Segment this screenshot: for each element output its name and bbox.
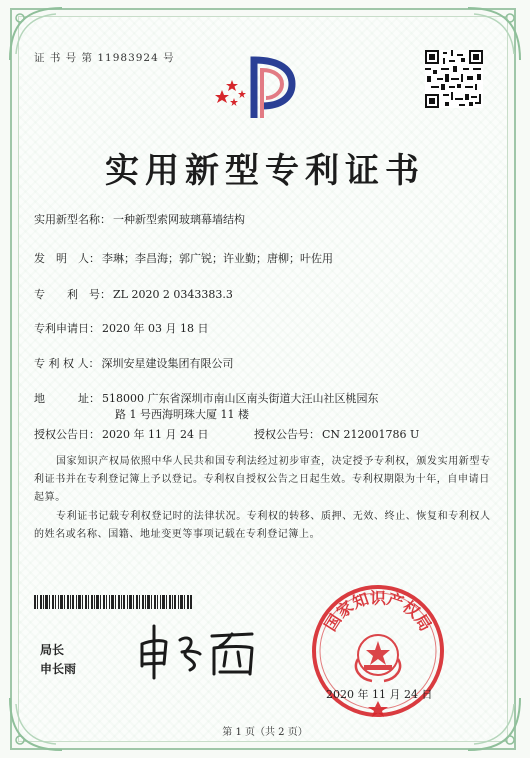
legal-paragraph-1: 国家知识产权局依照中华人民共和国专利法经过初步审查，决定授予专利权，颁发实用新型专利证书并在专利登记簿上予以登记。专利权自授权公告之日起生效。专利权期限为十年，自申请日起算。 (34, 456, 491, 503)
filing-date-row (34, 320, 208, 336)
patentee-row (34, 355, 234, 371)
patent-number-label: 专 利 号： (34, 288, 111, 301)
signatory-name: 申长雨 (40, 662, 77, 676)
legal-paragraph-2: 专利证书记载专利权登记时的法律状况。专利权的转移、质押、无效、终止、恢复和专利权人的姓名或名称、国籍、地址变更等事项记载在专利登记簿上。 (34, 511, 491, 540)
certificate-title: 实用新型专利证书 (105, 151, 425, 191)
filing-date-label: 专利申请日： (34, 322, 100, 335)
handwritten-signature (128, 618, 268, 682)
utility-model-name-label: 实用新型名称： (34, 213, 111, 226)
patentee-label: 专 利 权 人： (34, 357, 100, 370)
inventors-row (34, 250, 333, 266)
grant-number-row (254, 426, 419, 442)
page-indicator: 第 1 页（共 2 页） (222, 727, 308, 738)
barcode-icon (34, 594, 192, 608)
inventors-label: 发 明 人： (34, 252, 100, 265)
patent-number-row (34, 286, 233, 302)
certificate-number: 证 书 号 第 11983924 号 (34, 52, 175, 64)
signatory-role: 局长 (40, 643, 65, 657)
inventors-value: 李琳；李昌海；郭广锐；许业勤；唐柳；叶佐用 (102, 252, 333, 265)
utility-model-name-value: 一种新型索网玻璃幕墙结构 (113, 213, 245, 226)
grant-number-value: CN 212001786 U (322, 428, 420, 441)
grant-date-value: 2020 年 11 月 24 日 (102, 428, 209, 441)
grant-date-row (34, 426, 208, 442)
address-label: 地 址： (34, 392, 100, 405)
cnipa-emblem-icon (210, 52, 300, 122)
utility-model-name-row (34, 211, 245, 227)
address-value-line2: 路 1 号西海明珠大厦 11 楼 (115, 408, 249, 421)
address-value-line1: 518000 广东省深圳市南山区南头街道大汪山社区桃园东 (102, 392, 379, 405)
seal-date: 2020 年 11 月 24 日 (326, 688, 433, 701)
address-row (34, 390, 379, 406)
qr-code-icon (425, 50, 483, 108)
grant-number-label: 授权公告号： (254, 428, 320, 441)
address-row-2 (113, 406, 249, 422)
filing-date-value: 2020 年 03 月 18 日 (102, 322, 209, 335)
svg-text:国家知识产权局 (321, 588, 436, 634)
seal-text: 国家知识产权局 (320, 588, 436, 635)
patentee-value: 深圳安星建设集团有限公司 (101, 357, 234, 370)
grant-date-label: 授权公告日： (34, 428, 100, 441)
patent-number-value: ZL 2020 2 0343383.3 (113, 288, 233, 301)
